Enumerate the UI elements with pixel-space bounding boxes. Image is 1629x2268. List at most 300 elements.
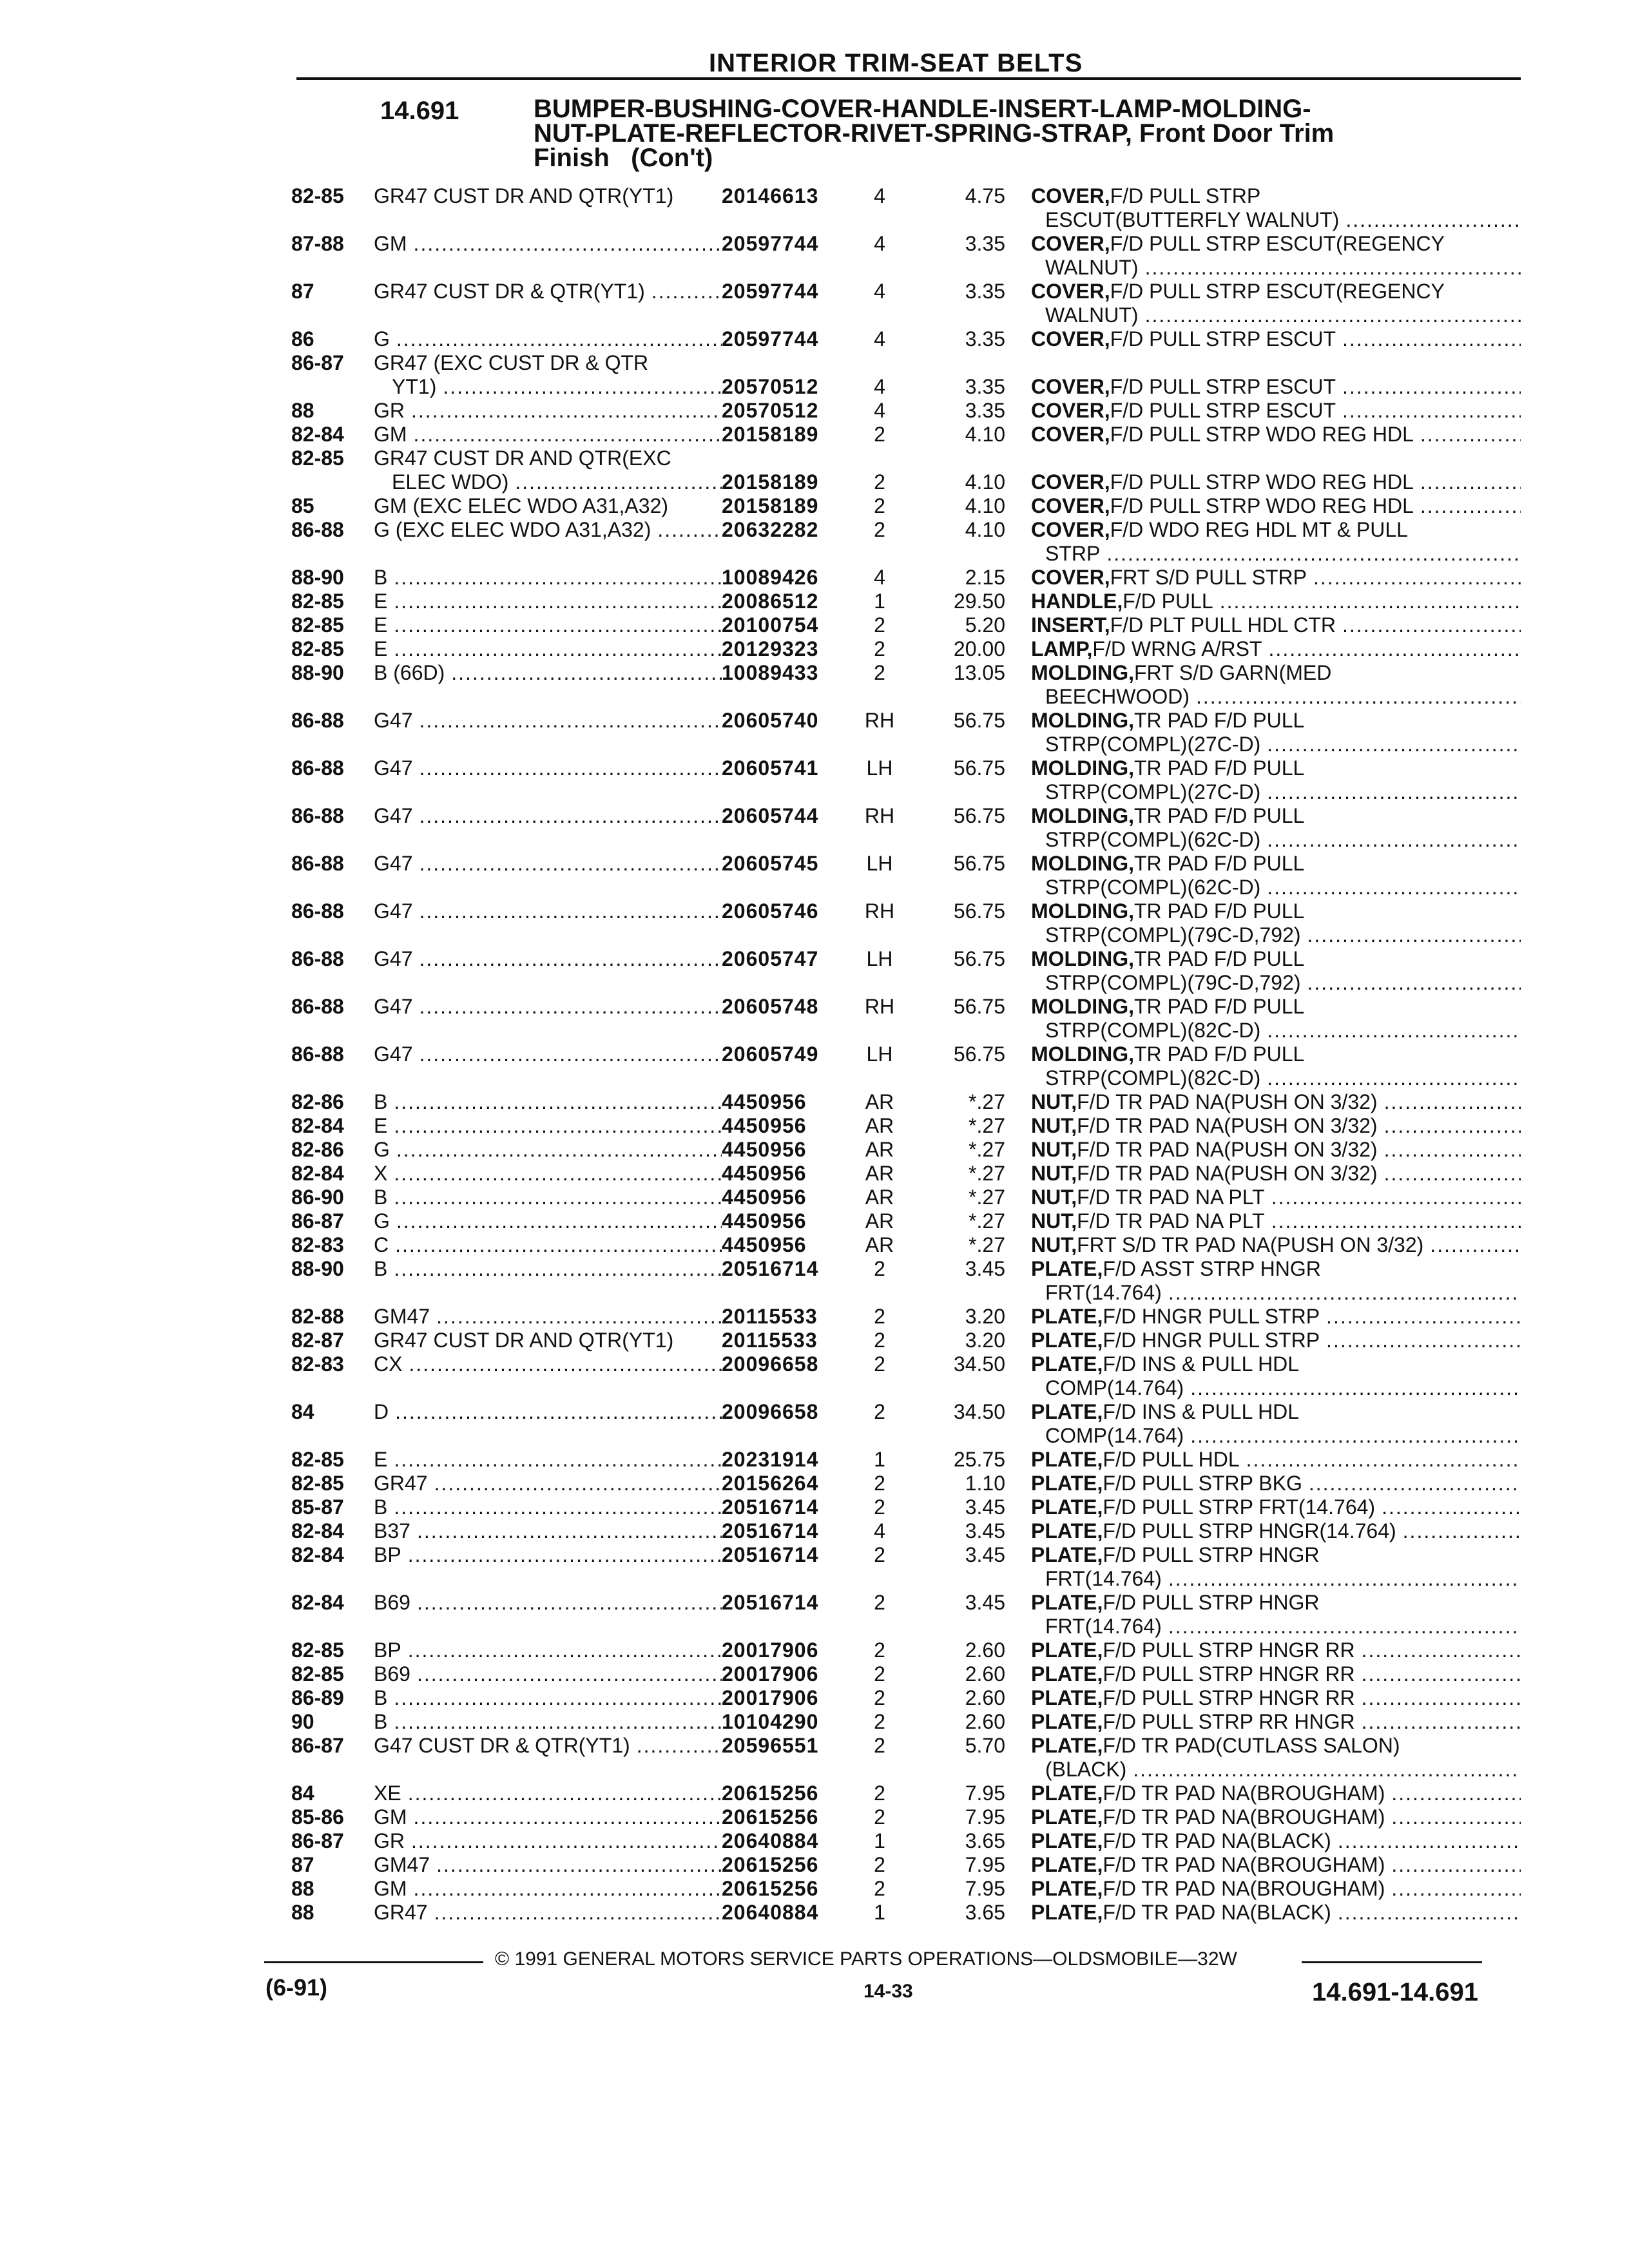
table-row [0,184,1629,232]
row-year: 82-84 [291,1519,344,1542]
row-part-number: 20615256 [722,1782,819,1805]
header-rule [296,77,1521,80]
row-description-text: F/D PULL STRP HNGR [1103,1543,1320,1566]
row-model-leader [430,1305,722,1329]
table-row [0,447,1629,470]
row-quantity: 4 [874,399,885,422]
row-part-number: 20096658 [722,1400,819,1423]
row-part-number: 20516714 [722,1543,819,1566]
row-description-cont-text: STRP(COMPL)(82C-D) [1045,1066,1261,1090]
row-description-text: F/D PULL STRP FRT(14.764) [1103,1495,1376,1519]
row-model-text: E [374,637,388,660]
row-description-line [1031,327,1521,351]
row-description-leader [1336,613,1521,637]
row-description-leader [1414,470,1521,494]
row-description-line [1031,1519,1521,1543]
row-description-line [1031,375,1521,399]
row-description-leader [1378,1090,1521,1114]
row-year: 82-84 [291,1114,344,1137]
row-description-leader [1126,1758,1521,1782]
row-description-head: COVER, [1031,518,1110,541]
row-model-leader [428,1472,722,1495]
row-model-leader [405,1829,722,1853]
row-description-leader [1336,375,1521,399]
table-row [0,423,1629,447]
row-model-text: B [374,1090,388,1113]
row-model-text: GR [374,1829,405,1852]
row-model-text: GM47 [374,1853,430,1876]
row-description-head: COVER, [1031,494,1110,517]
row-year: 86-87 [291,1734,344,1757]
row-description-text: F/D TR PAD NA(BROUGHAM) [1103,1782,1385,1805]
row-model-text: G (EXC ELEC WDO A31,A32) [374,518,651,541]
row-description [1031,899,1521,947]
row-description-line [1031,1829,1521,1853]
row-part-number: 20605741 [722,756,819,780]
row-part-number: 20605744 [722,804,819,827]
row-description-leader [1265,1186,1521,1209]
row-description-cont-text: STRP(COMPL)(27C-D) [1045,733,1261,756]
row-model-text: G47 [374,1043,413,1066]
row-description-leader [1375,1495,1521,1519]
row-model [374,1829,722,1853]
row-description [1031,1448,1521,1472]
row-description-leader [1423,1233,1521,1257]
row-model-text: B69 [374,1591,410,1614]
row-description-text: FRT S/D GARN(MED [1133,661,1332,684]
row-model-text: G [374,1138,390,1161]
row-description [1031,1686,1521,1710]
row-year: 86-88 [291,756,344,780]
row-price: 3.35 [965,327,1005,351]
row-model-leader [412,899,722,923]
row-model-leader [390,1138,722,1162]
row-description-leader [1260,876,1521,899]
row-description [1031,399,1521,423]
row-description-line [1031,756,1521,780]
row-description [1031,494,1521,518]
table-row [0,756,1629,804]
table-row [0,995,1629,1043]
row-model [374,1186,722,1209]
row-description-head: MOLDING, [1031,947,1134,970]
row-description [1031,709,1521,756]
row-quantity: 4 [874,280,885,303]
row-description-head: COVER, [1031,470,1110,494]
row-price: 4.10 [965,518,1005,541]
row-year: 82-85 [291,1472,344,1495]
row-description-cont-text: STRP(COMPL)(82C-D) [1045,1019,1261,1042]
row-description-leader [1385,1853,1521,1877]
row-part-number: 20570512 [722,399,819,422]
row-description-line [1031,1472,1521,1495]
row-quantity: 2 [874,1495,885,1519]
table-row [0,1186,1629,1209]
row-description-text: F/D TR PAD NA(PUSH ON 3/32) [1077,1138,1378,1161]
row-description-leader [1355,1686,1521,1710]
table-row [0,1352,1629,1400]
table-row [0,1543,1629,1591]
row-model-text: G47 [374,995,413,1018]
row-model-text: B [374,1495,388,1519]
row-model-text: G47 [374,756,413,780]
row-price: 4.10 [965,423,1005,446]
row-description-continuation [1031,303,1521,327]
row-description-head: NUT, [1031,1233,1077,1256]
row-quantity: 1 [874,1448,885,1471]
row-year: 84 [291,1782,314,1805]
row-model-text: GM [374,1877,407,1900]
row-description-leader [1385,1877,1521,1901]
row-quantity: 2 [874,613,885,637]
row-model-text: GR47 CUST DR AND QTR(YT1) [374,1329,674,1352]
row-model [374,1257,722,1281]
row-description [1031,1352,1521,1400]
row-model-leader [410,1519,722,1543]
row-description-leader [1260,780,1521,804]
row-description [1031,852,1521,899]
row-description-line [1031,613,1521,637]
row-description-head: COVER, [1031,327,1110,351]
table-row [0,1782,1629,1805]
row-part-number: 20115533 [722,1305,818,1328]
row-model [374,1519,722,1543]
row-part-number: 20017906 [722,1639,819,1662]
row-description-cont-text: STRP(COMPL)(27C-D) [1045,780,1261,803]
row-model-leader [412,947,722,971]
row-description-leader [1184,1424,1521,1448]
row-year: 86-88 [291,1043,344,1066]
row-model [374,995,722,1019]
row-part-number: 20158189 [722,470,819,494]
row-description-leader [1336,399,1521,423]
row-description-cont-text: ESCUT(BUTTERFLY WALNUT) [1045,208,1340,231]
row-description-cont-text: STRP(COMPL)(62C-D) [1045,828,1261,851]
footer-rule-right [1302,1961,1482,1963]
row-model-leader [410,1662,722,1686]
row-model [374,1114,722,1138]
row-description [1031,1209,1521,1233]
table-row [0,1209,1629,1233]
row-year: 86-88 [291,852,344,875]
row-part-number: 20017906 [722,1686,819,1709]
row-description [1031,1233,1521,1257]
row-model [374,852,722,876]
row-quantity: AR [865,1233,894,1256]
row-part-number: 20158189 [722,423,819,446]
row-description-head: MOLDING, [1031,709,1134,732]
row-description-line [1031,1233,1521,1257]
row-description [1031,995,1521,1043]
row-description-line [1031,1782,1521,1805]
row-price: 2.60 [965,1662,1005,1686]
row-quantity: LH [866,756,893,780]
table-row [0,1901,1629,1925]
row-description-continuation [1031,923,1521,947]
row-model [374,447,722,470]
row-price: 2.60 [965,1686,1005,1709]
row-description-head: PLATE, [1031,1877,1103,1900]
row-model-text: X [374,1162,388,1185]
row-model [374,1853,722,1877]
row-description-head: LAMP, [1031,637,1093,660]
row-model [374,661,722,685]
row-model [374,1805,722,1829]
row-description-line [1031,947,1521,971]
table-row [0,1710,1629,1734]
row-description-head: MOLDING, [1031,804,1134,827]
row-year: 82-85 [291,590,344,613]
row-year: 82-84 [291,1543,344,1566]
row-description-text: F/D PULL [1123,590,1213,613]
row-quantity: 2 [874,1352,885,1376]
row-model-text: B [374,1710,388,1733]
row-model-leader [407,1805,722,1829]
table-row [0,232,1629,280]
row-model-leader [630,1734,722,1758]
row-part-number: 20516714 [722,1591,819,1614]
row-description-line [1031,1162,1521,1186]
row-description-line [1031,1639,1521,1662]
row-model-leader [387,1686,722,1710]
row-model [374,494,722,518]
row-part-number: 20597744 [722,280,819,303]
row-model [374,1448,722,1472]
row-model-text: B [374,1686,388,1709]
section-title-cont: (Con't) [631,144,713,172]
row-model-leader [387,1448,722,1472]
row-model-leader [430,1853,722,1877]
row-year: 82-85 [291,1639,344,1662]
row-model-leader [410,1591,722,1615]
row-quantity: AR [865,1209,894,1233]
row-description-leader [1213,590,1521,613]
row-year: 88 [291,399,314,422]
row-part-number: 20605747 [722,947,819,970]
table-row [0,1138,1629,1162]
row-description-cont-text: COMP(14.764) [1045,1424,1184,1447]
row-description-head: PLATE, [1031,1710,1103,1733]
row-description [1031,1472,1521,1495]
row-description-text: F/D TR PAD NA(BLACK) [1103,1829,1331,1852]
row-description-head: COVER, [1031,375,1110,398]
row-description-text: F/D PULL STRP ESCUT [1110,399,1336,422]
row-description-line [1031,1186,1521,1209]
section-title-line-2: NUT-PLATE-REFLECTOR-RIVET-SPRING-STRAP, Front Door Trim [534,119,1335,148]
table-row [0,1448,1629,1472]
row-description-line [1031,1090,1521,1114]
row-price: 3.45 [965,1257,1005,1280]
row-description-line [1031,1734,1521,1758]
row-description-line [1031,518,1521,542]
row-model [374,804,722,828]
row-price: 4.10 [965,470,1005,494]
row-quantity: 2 [874,518,885,541]
row-year: 86-87 [291,1209,344,1233]
row-price: *.27 [969,1114,1005,1137]
row-price: 7.95 [965,1877,1005,1900]
row-description-text: F/D TR PAD NA(PUSH ON 3/32) [1077,1162,1378,1185]
row-description-continuation [1031,1019,1521,1043]
row-description-leader [1162,1281,1521,1305]
row-model-leader [387,1114,722,1138]
row-description-text: F/D ASST STRP HNGR [1103,1257,1321,1280]
row-quantity: 2 [874,470,885,494]
table-row [0,1734,1629,1782]
row-model-leader [405,399,722,423]
parts-table [0,184,1629,1925]
row-quantity: 2 [874,1710,885,1733]
row-quantity: 2 [874,494,885,517]
row-model-text: GR47 CUST DR AND QTR(EXC [374,447,671,470]
row-description-leader [1260,733,1521,756]
row-quantity: RH [864,995,895,1018]
row-description-text: F/D TR PAD NA(BLACK) [1103,1901,1331,1924]
row-model-leader [412,1043,722,1066]
row-price: 2.60 [965,1710,1005,1733]
row-description-line [1031,899,1521,923]
row-description [1031,1877,1521,1901]
row-description-continuation [1031,208,1521,232]
row-model-text: B37 [374,1519,410,1542]
row-description-cont-text: WALNUT) [1045,256,1139,279]
row-description-line [1031,1305,1521,1329]
row-quantity: 2 [874,661,885,684]
row-description-leader [1378,1162,1521,1186]
row-year: 82-86 [291,1090,344,1113]
table-row [0,280,1629,327]
row-description-leader [1302,1472,1521,1495]
row-description-line [1031,661,1521,685]
row-price: *.27 [969,1138,1005,1161]
table-row [0,375,1629,399]
row-model-text: BP [374,1543,401,1566]
row-description-head: PLATE, [1031,1329,1103,1352]
row-description [1031,637,1521,661]
row-model-leader [445,661,722,685]
row-model-text: G47 [374,947,413,970]
row-description-head: PLATE, [1031,1305,1103,1328]
row-part-number: 20516714 [722,1495,819,1519]
row-description-head: NUT, [1031,1138,1077,1161]
row-year: 82-84 [291,1162,344,1185]
row-description-leader [1385,1805,1521,1829]
row-description-line [1031,1710,1521,1734]
row-price: 3.45 [965,1591,1005,1614]
row-description [1031,1043,1521,1090]
row-description-text: F/D PULL STRP WDO REG HDL [1110,494,1414,517]
row-model [374,351,722,375]
row-quantity: 2 [874,1591,885,1614]
row-quantity: 2 [874,1257,885,1280]
row-price: 56.75 [953,995,1005,1018]
row-year: 82-84 [291,1591,344,1614]
row-description-line [1031,1400,1521,1424]
row-description-text: F/D TR PAD NA(BROUGHAM) [1103,1805,1385,1829]
row-model-text: B69 [374,1662,410,1686]
row-description-leader [1301,971,1521,995]
row-year: 82-85 [291,1662,344,1686]
row-part-number: 20615256 [722,1877,819,1900]
row-description-text: F/D HNGR PULL STRP [1103,1329,1320,1352]
row-description-text: F/D TR PAD NA(PUSH ON 3/32) [1077,1090,1378,1113]
row-model-leader [645,280,722,303]
row-price: 3.35 [965,399,1005,422]
row-description-head: COVER, [1031,184,1110,207]
row-description-line [1031,1686,1521,1710]
row-model-text: G [374,1209,390,1233]
row-part-number: 4450956 [722,1209,807,1233]
row-description-line [1031,470,1521,494]
row-description-line [1031,1591,1521,1615]
footer-revision: (6-91) [265,1974,328,2001]
row-model [374,1162,722,1186]
row-description-continuation [1031,1567,1521,1591]
row-year: 86-88 [291,518,344,541]
row-quantity: 2 [874,1400,885,1423]
row-model-text: G47 [374,709,413,732]
table-row [0,1495,1629,1519]
row-description [1031,1519,1521,1543]
row-description-continuation [1031,1066,1521,1090]
row-price: 2.15 [965,566,1005,589]
row-description-text: F/D PULL STRP HNGR(14.764) [1103,1519,1396,1542]
section-title-finish: Finish [534,144,610,172]
row-description [1031,1662,1521,1686]
row-description-leader [1100,542,1521,566]
row-price: 3.45 [965,1495,1005,1519]
row-description-leader [1307,566,1521,590]
row-description-text: F/D PULL STRP ESCUT(REGENCY [1110,280,1445,303]
row-model [374,1901,722,1925]
table-row [0,1472,1629,1495]
row-description-leader [1265,1209,1521,1233]
row-model-leader [407,232,722,256]
row-description [1031,232,1521,280]
row-part-number: 20231914 [722,1448,819,1471]
row-description-head: PLATE, [1031,1853,1103,1876]
row-part-number: 10089426 [722,566,819,589]
page-header-title: INTERIOR TRIM-SEAT BELTS [709,49,1083,77]
row-description-leader [1414,423,1521,447]
row-quantity: 2 [874,1805,885,1829]
row-year: 88-90 [291,1257,344,1280]
table-row [0,1329,1629,1352]
row-model-text: BP [374,1639,401,1662]
row-description-head: PLATE, [1031,1400,1103,1423]
table-row [0,1662,1629,1686]
row-quantity: 4 [874,375,885,398]
row-model [374,1233,722,1257]
row-description-cont-text: COMP(14.764) [1045,1376,1184,1399]
row-description-line [1031,1043,1521,1066]
row-quantity: 2 [874,1639,885,1662]
row-model-text: B [374,1186,388,1209]
row-description-head: PLATE, [1031,1805,1103,1829]
row-part-number: 20158189 [722,494,819,517]
row-quantity: 2 [874,1782,885,1805]
row-model [374,375,722,399]
row-description-line [1031,995,1521,1019]
row-description-text: F/D PULL STRP WDO REG HDL [1110,470,1414,494]
row-price: 7.95 [965,1853,1005,1876]
row-description-leader [1339,208,1521,232]
row-description-cont-text: FRT(14.764) [1045,1567,1162,1590]
row-quantity: 4 [874,566,885,589]
row-description-text: TR PAD F/D PULL [1133,709,1305,732]
row-description-head: MOLDING, [1031,661,1134,684]
row-model [374,1782,722,1805]
